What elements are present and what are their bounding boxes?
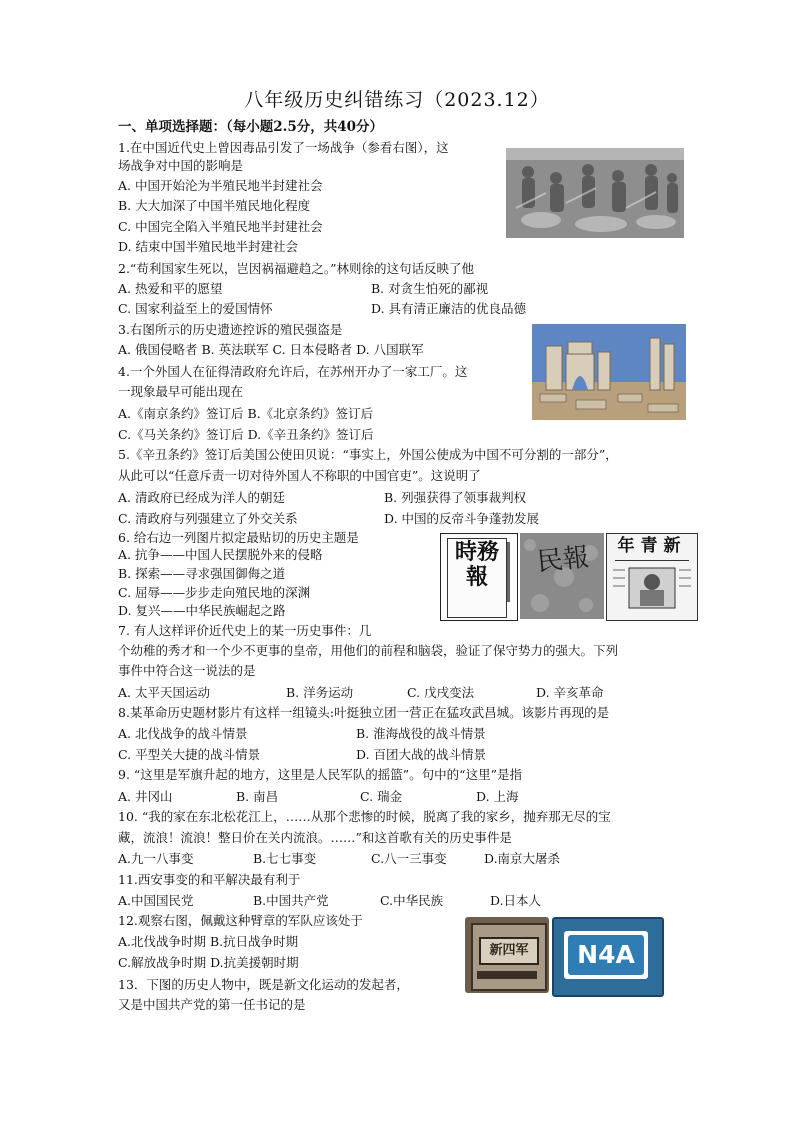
q1-stem: 场战争对中国的影响是 <box>118 158 244 173</box>
q11-option-d: D.日本人 <box>490 893 542 908</box>
q11-option-c: C.中华民族 <box>380 893 444 908</box>
q8-stem: 8.某革命历史题材影片有这样一组镜头:叶挺独立团一营正在猛攻武昌城。该影片再现的是 <box>118 705 610 720</box>
q7-option-c: C. 戊戌变法 <box>407 685 475 700</box>
q6-stem: 6. 给右边一列图片拟定最贴切的历史主题是 <box>118 530 359 545</box>
q3-options: A. 俄国侵略者 B. 英法联军 C. 日本侵略者 D. 八国联军 <box>118 342 424 357</box>
new-fourth-army-armband-image <box>465 917 549 993</box>
q1-option-a: A. 中国开始沦为半殖民地半封建社会 <box>118 178 323 193</box>
q5-option-c: C. 清政府与列强建立了外交关系 <box>118 511 298 526</box>
q8-option-c: C. 平型关大捷的战斗情景 <box>118 747 261 762</box>
q2-option-c: C. 国家利益至上的爱国情怀 <box>118 301 273 316</box>
q8-option-d: D. 百团大战的战斗情景 <box>356 747 487 762</box>
q10-stem: 10. “我的家在东北松花江上，……从那个悲惨的时候，脱离了我的家乡，抛弃那无尽的宝 <box>118 809 611 824</box>
q10-option-c: C.八一三事变 <box>371 851 447 866</box>
q1-stem: 1.在中国近代史上曾因毒品引发了一场战争（参看右图），这 <box>118 140 449 155</box>
xinqingnian-cover-art <box>607 560 697 620</box>
q9-option-b: B. 南昌 <box>236 789 279 804</box>
q7-stem: 事件中符合这一说法的是 <box>118 663 256 678</box>
q8-option-a: A. 北伐战争的战斗情景 <box>118 726 248 741</box>
q5-option-a: A. 清政府已经成为洋人的朝廷 <box>118 490 285 505</box>
q2-option-a: A. 热爱和平的愿望 <box>118 281 223 296</box>
q8-option-b: B. 淮海战役的战斗情景 <box>356 726 486 741</box>
q10-stem: 藏，流浪！流浪！整日价在关内流浪。……”和这首歌有关的历史事件是 <box>118 830 512 845</box>
q5-stem: 从此可以“任意斥责一切对待外国人不称职的中国官吏”。这说明了 <box>118 468 481 483</box>
armband-title: 新四军 <box>479 937 539 965</box>
q4-options-cd: C.《马关条约》签订后 D.《辛丑条约》签订后 <box>118 427 374 442</box>
q1-option-d: D. 结束中国半殖民地半封建社会 <box>118 239 299 254</box>
q11-stem: 11.西安事变的和平解决最有利于 <box>118 872 301 887</box>
q9-option-c: C. 瑞金 <box>360 789 403 804</box>
q12-options-ab: A.北伐战争时期 B.抗日战争时期 <box>118 934 299 949</box>
yuanmingyuan-ruins-image <box>532 324 686 420</box>
q10-option-b: B.七七事变 <box>253 851 317 866</box>
section-heading: 一、单项选择题：（每小题2.5分，共40分） <box>118 119 384 135</box>
q7-stem: 个幼稚的秀才和一个少不更事的皇帝，用他们的前程和脑袋，验证了保守势力的强大。下列 <box>118 643 619 658</box>
q11-option-a: A.中国国民党 <box>118 893 194 908</box>
q6-option-d: D. 复兴——中华民族崛起之路 <box>118 603 286 618</box>
q1-option-c: C. 中国完全陷入半殖民地半封建社会 <box>118 219 323 234</box>
q5-stem: 5.《辛丑条约》签订后美国公使田贝说：“事实上，外国公使成为中国不可分割的一部分”， <box>118 447 618 462</box>
xinqingnian-magazine-image <box>606 533 698 621</box>
q2-option-b: B. 对贪生怕死的鄙视 <box>371 281 489 296</box>
q9-option-a: A. 井冈山 <box>118 789 173 804</box>
shiwubao-newspaper-image <box>440 533 518 621</box>
q5-option-b: B. 列强获得了领事裁判权 <box>384 490 527 505</box>
q2-stem: 2.“苟利国家生死以，岂因祸福避趋之。”林则徐的这句话反映了他 <box>118 261 474 276</box>
q9-option-d: D. 上海 <box>476 789 519 804</box>
q7-option-a: A. 太平天国运动 <box>118 685 210 700</box>
q4-stem: 一现象最早可能出现在 <box>118 384 244 399</box>
q6-option-b: B. 探索——寻求强国御侮之道 <box>118 566 286 581</box>
q10-option-d: D.南京大屠杀 <box>484 851 561 866</box>
q7-option-b: B. 洋务运动 <box>286 685 354 700</box>
q13-stem: 又是中国共产党的第一任书记的是 <box>118 997 306 1012</box>
q9-stem: 9. “这里是军旗升起的地方，这里是人民军队的摇篮”。句中的“这里”是指 <box>118 767 522 782</box>
page-title: 八年级历史纠错练习（2023.12） <box>244 89 550 111</box>
q7-stem: 7. 有人这样评价近代史上的某一历史事件：几 <box>118 623 372 638</box>
q1-option-b: B. 大大加深了中国半殖民地化程度 <box>118 198 311 213</box>
q12-stem: 12.观察右图，佩戴这种臂章的军队应该处于 <box>118 913 363 928</box>
shiwubao-title: 時務報 <box>455 539 500 590</box>
q5-option-d: D. 中国的反帝斗争蓬勃发展 <box>384 511 540 526</box>
q2-option-d: D. 具有清正廉洁的优良品德 <box>371 301 527 316</box>
q4-stem: 4.一个外国人在征得清政府允许后，在苏州开办了一家工厂。这 <box>118 364 468 379</box>
opium-war-relief-figures <box>506 148 684 238</box>
q13-stem: 13．下图的历史人物中，既是新文化运动的发起者， <box>118 977 409 992</box>
minbao-newspaper-image <box>520 533 604 619</box>
xinqingnian-title: 年青新 <box>617 536 687 556</box>
q6-option-a: A. 抗争——中国人民摆脱外来的侵略 <box>118 547 323 562</box>
q3-stem: 3.右图所示的历史遗迹控诉的殖民强盗是 <box>118 322 343 337</box>
ruins-illustration <box>532 324 686 420</box>
q11-option-b: B.中国共产党 <box>253 893 329 908</box>
q7-option-d: D. 辛亥革命 <box>536 685 604 700</box>
opium-war-relief-image <box>506 148 684 238</box>
q6-option-c: C. 屈辱——步步走向殖民地的深渊 <box>118 585 311 600</box>
n4a-label: N4A <box>568 935 644 975</box>
n4a-armband-image <box>552 917 664 997</box>
q12-options-cd: C.解放战争时期 D.抗美援朝时期 <box>118 955 299 970</box>
q10-option-a: A.九一八事变 <box>118 851 194 866</box>
minbao-title: 民報 <box>535 542 591 578</box>
q4-options-ab: A.《南京条约》签订后 B.《北京条约》签订后 <box>118 406 374 421</box>
